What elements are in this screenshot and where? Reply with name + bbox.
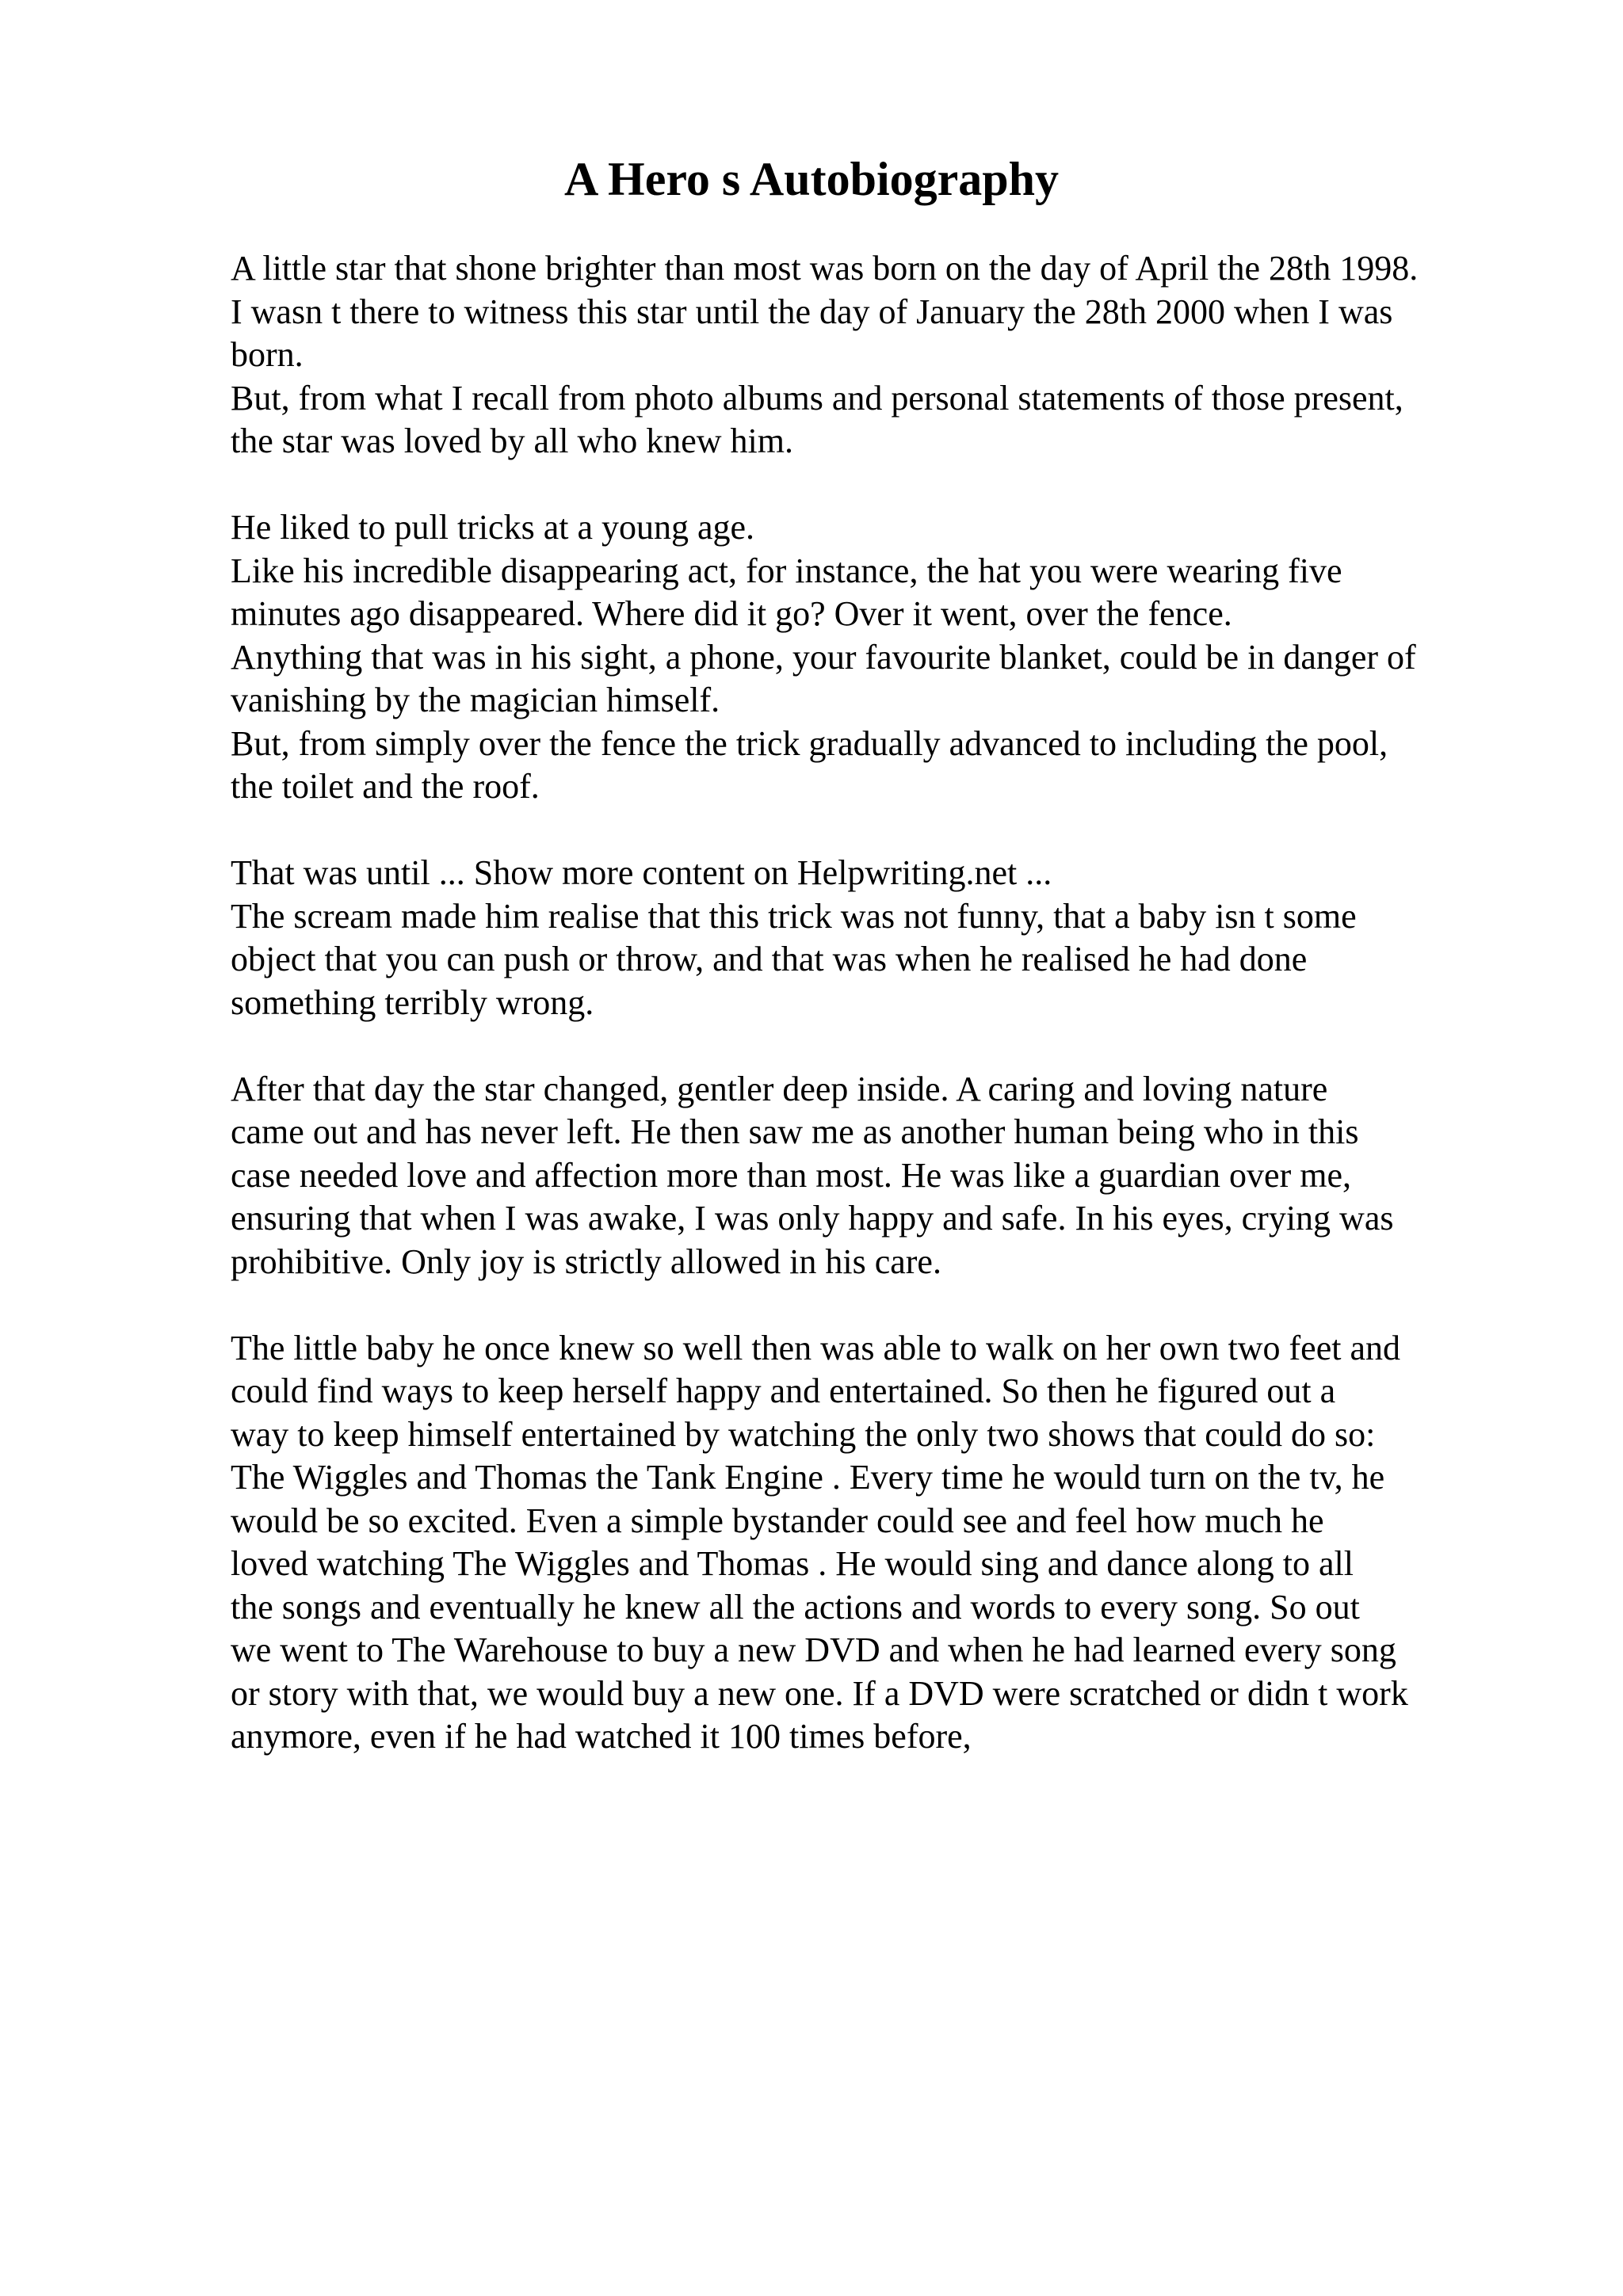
paragraph-5-line-4: The Wiggles and Thomas the Tank Engine . Every time he would turn on the tv, he <box>231 1458 1385 1497</box>
paragraph-4-line-4: ensuring that when I was awake, I was only happy and safe. In his eyes, crying was <box>231 1199 1394 1238</box>
paragraph-2-line-4: Anything that was in his sight, a phone, your favourite blanket, could be in danger of <box>231 637 1416 677</box>
paragraph-2-line-7: the toilet and the roof. <box>231 767 540 806</box>
paragraph-2-line-3: minutes ago disappeared. Where did it go? Over it went, over the fence. <box>231 594 1232 633</box>
document-title: A Hero s Autobiography <box>564 153 1059 205</box>
paragraph-5-line-3: way to keep himself entertained by watching the only two shows that could do so: <box>231 1414 1376 1454</box>
paragraph-gap <box>231 1024 1594 1068</box>
paragraph-4-line-1: After that day the star changed, gentler deep inside. A caring and loving nature <box>231 1069 1328 1108</box>
paragraph-1-line-5: the star was loved by all who knew him. <box>231 421 793 460</box>
paragraph-gap <box>231 1283 1594 1327</box>
paragraph-4-line-5: prohibitive. Only joy is strictly allowed in his care. <box>231 1241 941 1281</box>
paragraph-1-line-1: A little star that shone brighter than most was born on the day of April the 28th 1998. <box>231 249 1419 288</box>
document-body <box>231 247 1594 1759</box>
paragraph-4-line-2: came out and has never left. He then saw me as another human being who in this <box>231 1112 1359 1151</box>
paragraph-gap <box>231 463 1594 507</box>
paragraph-5-line-8: we went to The Warehouse to buy a new DVD and when he had learned every song <box>231 1630 1396 1669</box>
paragraph-5-line-2: could find ways to keep herself happy and entertained. So then he figured out a <box>231 1371 1336 1410</box>
paragraph-4-line-3: case needed love and affection more than most. He was like a guardian over me, <box>231 1155 1351 1195</box>
paragraph-5-line-7: the songs and eventually he knew all the actions and words to every song. So out <box>231 1587 1360 1627</box>
paragraph-3-line-2: The scream made him realise that this trick was not funny, that a baby isn t some <box>231 896 1357 936</box>
paragraph-gap <box>231 809 1594 852</box>
paragraph-3-line-1: That was until ... Show more content on Helpwriting.net ... <box>231 853 1052 892</box>
paragraph-1-line-4: But, from what I recall from photo albums and personal statements of those present, <box>231 378 1403 418</box>
paragraph-2-line-2: Like his incredible disappearing act, for instance, the hat you were wearing five <box>231 551 1342 590</box>
paragraph-2-line-6: But, from simply over the fence the trick gradually advanced to including the pool, <box>231 723 1388 763</box>
paragraph-2-line-5: vanishing by the magician himself. <box>231 681 720 719</box>
paragraph-2-line-1: He liked to pull tricks at a young age. <box>231 508 755 547</box>
paragraph-5-line-5: would be so excited. Even a simple bystander could see and feel how much he <box>231 1501 1324 1540</box>
paragraph-5-line-1: The little baby he once knew so well then was able to walk on her own two feet and <box>231 1328 1400 1367</box>
paragraph-5-line-10: anymore, even if he had watched it 100 times before, <box>231 1717 972 1756</box>
paragraph-1-line-2: I wasn t there to witness this star until the day of January the 28th 2000 when I was <box>231 292 1393 331</box>
paragraph-3-line-3: object that you can push or throw, and that was when he realised he had done <box>231 940 1308 978</box>
paragraph-1-line-3: born. <box>231 335 304 374</box>
paragraph-5-line-6: loved watching The Wiggles and Thomas . He would sing and dance along to all <box>231 1544 1354 1583</box>
paragraph-5-line-9: or story with that, we would buy a new one. If a DVD were scratched or didn t work <box>231 1673 1408 1713</box>
paragraph-3-line-4: something terribly wrong. <box>231 982 594 1022</box>
